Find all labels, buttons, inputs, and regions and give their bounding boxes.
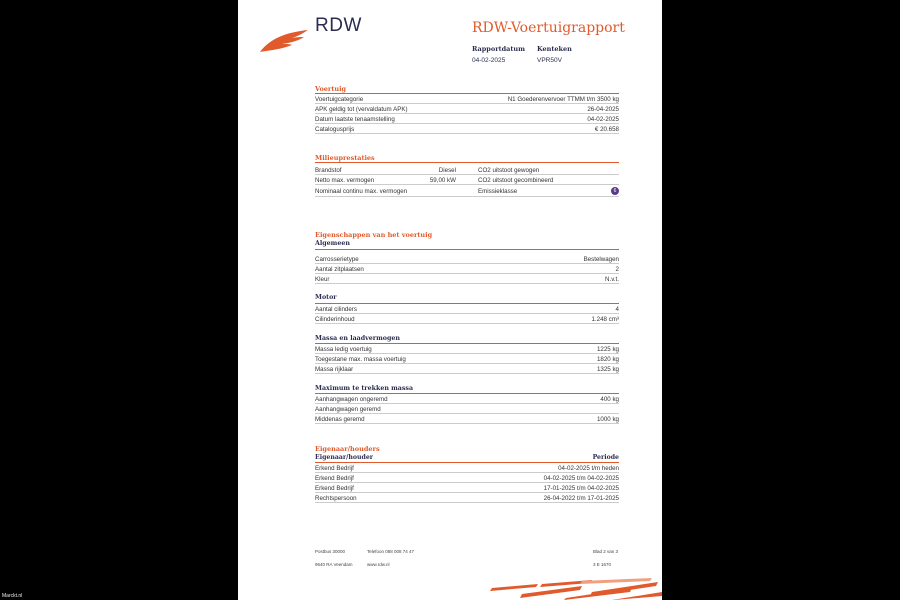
section-title-eigenschappen: Eigenschappen van het voertuig	[315, 231, 433, 239]
table-row	[315, 404, 619, 414]
row-label: Netto max. vermogen	[315, 176, 375, 184]
row-value: 1225 kg	[596, 345, 619, 353]
table-row	[315, 124, 619, 134]
footer-phone: Telefoon 088 008 74 47	[367, 549, 415, 554]
row-label: Carrosserietype	[315, 255, 359, 263]
table-row	[315, 493, 619, 503]
row-label: Rechtspersoon	[315, 494, 357, 502]
meta-report-date	[472, 45, 525, 64]
table-row	[315, 483, 619, 493]
row-value: 26-04-2022 t/m 17-01-2025	[543, 494, 619, 502]
subsection-title-motor: Motor	[315, 294, 337, 301]
row-value: 04-02-2025 t/m heden	[558, 464, 619, 472]
footer-address	[315, 549, 353, 575]
row-label: APK geldig tot (vervaldatum APK)	[315, 105, 408, 113]
subsection-title-trekken: Maximum te trekken massa	[315, 385, 414, 392]
row-label: Erkend Bedrijf	[315, 464, 354, 472]
footer-contact	[367, 549, 414, 575]
row-label: Middenas geremd	[315, 415, 365, 423]
meta-license-plate	[537, 45, 572, 64]
footer-website: www.rdw.nl	[367, 562, 390, 567]
brand-name: RDW	[315, 15, 362, 36]
row-value: Bestelwagen	[583, 255, 619, 263]
meta-value: VPR50V	[537, 57, 562, 64]
row-label-2: CO2 uitstoot gecombineerd	[478, 176, 554, 184]
row-value: 1820 kg	[596, 355, 619, 363]
row-value: € 20.658	[594, 125, 619, 133]
row-label-2: CO2 uitstoot gewogen	[478, 166, 540, 174]
column-header: Eigenaar/houder	[315, 454, 374, 461]
subsection-title-algemeen: Algemeen	[315, 240, 350, 247]
table-row	[315, 104, 619, 114]
row-value: N1 Goederenvervoer TTMM t/m 3500 kg	[507, 95, 619, 103]
row-value: Diesel	[438, 166, 456, 174]
table-row	[315, 274, 619, 284]
table-row	[315, 473, 619, 483]
section-title-eigenaar: Eigenaar/houders	[315, 445, 380, 453]
trekken-rows	[315, 394, 619, 424]
row-label: Catalogusprijs	[315, 125, 355, 133]
table-row	[315, 394, 619, 404]
row-value: 26-04-2025	[587, 105, 619, 113]
row-label: Datum laatste tenaamstelling	[315, 115, 395, 123]
footer-page-number: Blad 2 van 3	[593, 549, 619, 554]
table-row	[315, 314, 619, 324]
row-label: Massa ledig voertuig	[315, 345, 372, 353]
table-row	[315, 254, 619, 264]
footer-city: 9640 RA Veendam	[315, 562, 353, 567]
footer-postbus: Postbus 30000	[315, 549, 346, 554]
footer-code: 3 E 1670	[593, 562, 612, 567]
report-title: RDW-Voertuigrapport	[472, 20, 625, 36]
column-header: Periode	[592, 454, 619, 461]
row-label: Erkend Bedrijf	[315, 484, 354, 492]
voertuig-rows	[315, 94, 619, 134]
section-divider	[315, 249, 619, 250]
table-header	[315, 453, 619, 463]
subsection-title-massa: Massa en laadvermogen	[315, 335, 400, 342]
row-label: Kleur	[315, 275, 330, 283]
section-title-milieu: Milieuprestaties	[315, 154, 375, 162]
row-label: Toegestane max. massa voertuig	[315, 355, 406, 363]
table-row	[315, 304, 619, 314]
footer-page-info	[593, 549, 618, 575]
row-value: 04-02-2025	[587, 115, 619, 123]
table-row	[315, 344, 619, 354]
section-title-voertuig: Voertuig	[315, 85, 347, 93]
algemeen-rows	[315, 254, 619, 284]
meta-value: 04-02-2025	[472, 57, 506, 64]
meta-label: Rapportdatum	[472, 45, 525, 53]
row-label: Nominaal continu max. vermogen	[315, 187, 408, 195]
row-label: Massa rijklaar	[315, 365, 354, 373]
row-value: 1.248 cm³	[591, 315, 619, 323]
emission-class-badge: 6	[611, 187, 619, 195]
table-row	[315, 94, 619, 104]
table-row	[315, 165, 619, 175]
row-value: 04-02-2025 t/m 04-02-2025	[543, 474, 619, 482]
row-label: Erkend Bedrijf	[315, 474, 354, 482]
row-label: Voertuigcategorie	[315, 95, 364, 103]
milieu-rows	[315, 165, 619, 197]
row-label: Aantal cilinders	[315, 305, 357, 313]
row-value: 1000 kg	[596, 415, 619, 423]
section-divider	[315, 162, 619, 163]
row-value: 17-01-2025 t/m 04-02-2025	[543, 484, 619, 492]
rdw-logo-icon	[258, 28, 310, 54]
row-value: 4	[615, 305, 619, 313]
table-row	[315, 264, 619, 274]
meta-label: Kenteken	[537, 45, 572, 53]
motor-rows	[315, 304, 619, 324]
table-row	[315, 175, 619, 185]
report-page	[238, 0, 662, 600]
row-value: 2	[615, 265, 619, 273]
table-row	[315, 414, 619, 424]
row-value: 59,00 kW	[429, 176, 456, 184]
table-row	[315, 114, 619, 124]
table-row	[315, 185, 619, 197]
row-label: Aanhangwagen ongeremd	[315, 395, 388, 403]
table-row	[315, 354, 619, 364]
watermark: Marckt.nl	[2, 593, 23, 599]
eigenaar-rows	[315, 453, 619, 503]
row-value: 400 kg	[600, 395, 619, 403]
row-label-2: Emissieklasse	[478, 187, 518, 195]
table-row	[315, 463, 619, 473]
row-label: Brandstof	[315, 166, 342, 174]
row-label: Aanhangwagen geremd	[315, 405, 381, 413]
row-value: 1325 kg	[596, 365, 619, 373]
row-label: Cilinderinhoud	[315, 315, 355, 323]
massa-rows	[315, 344, 619, 374]
row-value: N.v.t.	[605, 275, 619, 283]
row-label: Aantal zitplaatsen	[315, 265, 364, 273]
table-row	[315, 364, 619, 374]
decorative-stripes-icon	[482, 578, 662, 600]
